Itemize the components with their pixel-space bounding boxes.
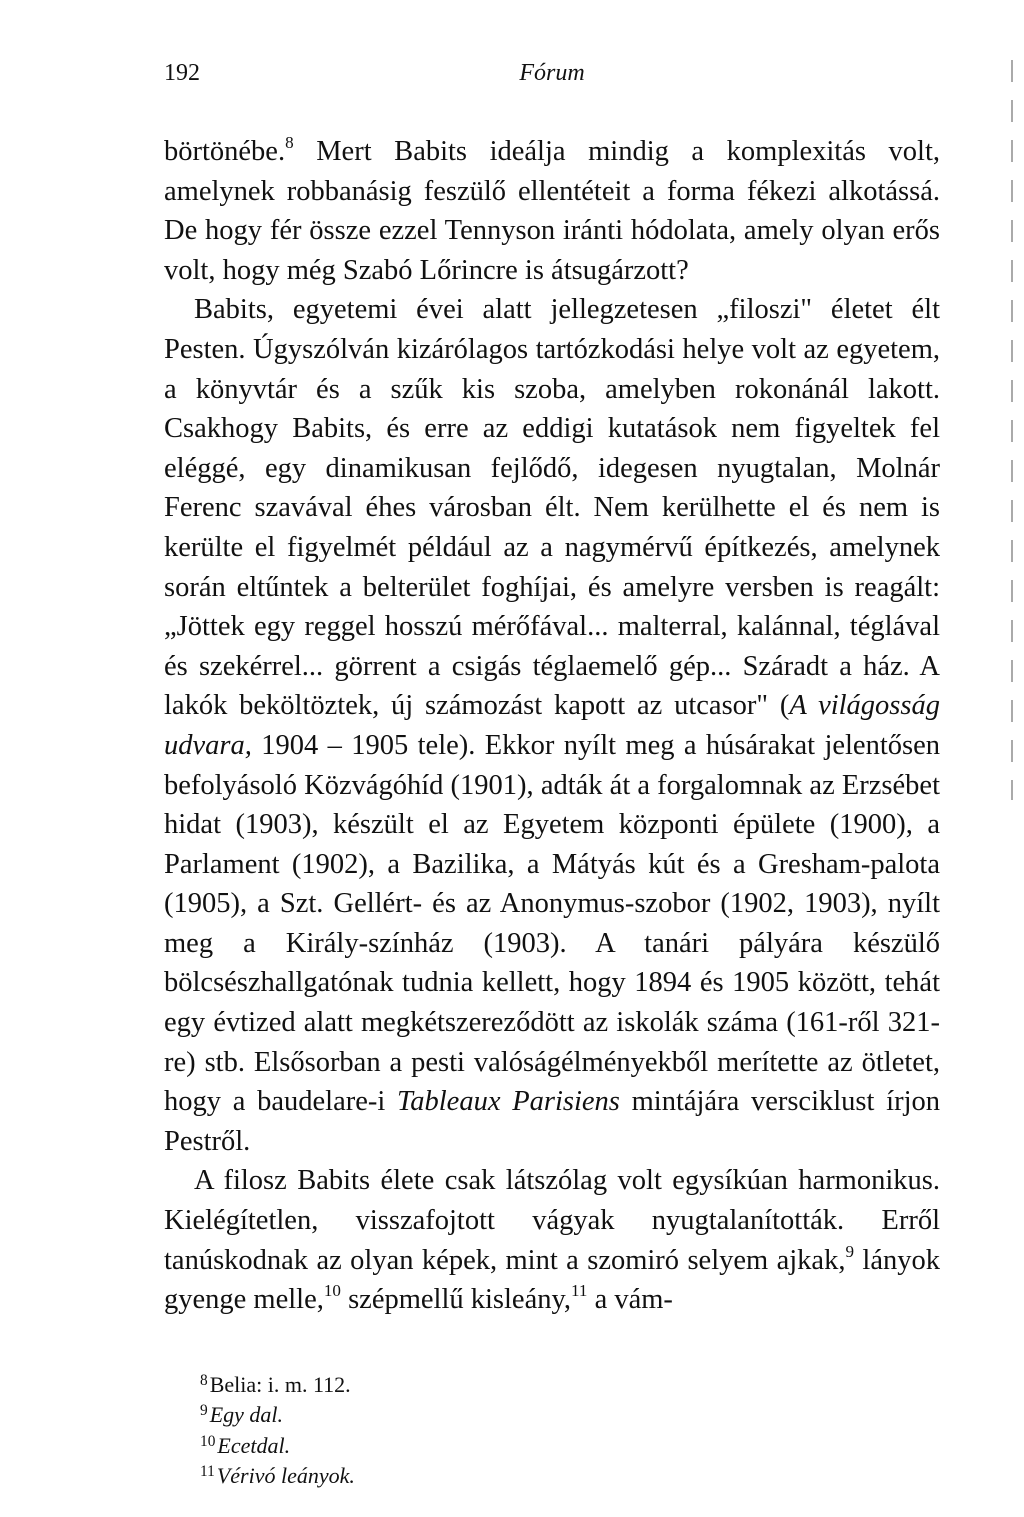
paragraph-1 — [164, 132, 940, 290]
paragraph-1-text-b: Mert Babits ideálja mindig a komplexitás volt, amelynek robbanásig feszülő ellentéteit a forma fékezi alkotássá. De hogy fér össze ezzel Tennyson iránti hódolata, amely olyan erős volt, hogy még Szabó Lőrincre is átsugárzott? — [164, 136, 940, 286]
paragraph-3-text-c: szépmellű kisleány, — [340, 1284, 571, 1316]
footnotes — [164, 1368, 940, 1490]
page-number: 192 — [164, 60, 200, 86]
paragraph-2-text-b: 1904 – 1905 tele). Ekkor nyílt meg a húsárakat jelentősen befolyásoló Közvágóhíd (1901), adták át a forgalomnak az Erzsébet hidat (1903), készült el az Egyetem központi épülete (1900), a Parlament (1902), a Bazilika, a Mátyás kút és a Gresham-palota (1905), a Szt. Gellért- és az Anonymus-szobor (1902, 1903), nyílt meg a Király-színház (1903). A tanári pályára készülő bölcsészhallgatónak tudnia kellett, hogy 1894 és 1905 között, tehát egy évtized alatt megkétszereződött az iskolák száma (161-ről 321-re) stb. Elsősorban a pesti valóságélményekből merítette az ötletet, hogy a baudelare-i — [164, 729, 940, 1118]
footnote-text: Belia: i. m. 112. — [209, 1371, 351, 1397]
work-title-tableaux-parisiens: Tableaux Parisiens — [397, 1086, 620, 1118]
paragraph-3-text-a: A filosz Babits élete csak látszólag volt egysíkúan harmonikus. Kielégítetlen, visszafojtott vágyak nyugtalanították. Erről tanúskodnak az olyan képek, mint a szomiró selyem ajkak, — [164, 1165, 940, 1276]
paragraph-3-text-d: a vám- — [587, 1284, 673, 1316]
footnote-8 — [200, 1368, 940, 1398]
paragraph-2-text-a: Babits, egyetemi évei alatt jellegzetesen „filoszi" életet élt Pesten. Úgyszólván kizárólagos tartózkodási helye volt az egyetem, a könyvtár és a szűk kis szoba, amelyben rokonánál lakott. Csakhogy Babits, és erre az eddigi kutatások nem figyeltek fel eléggé, egy dinamikusan fejlődő, idegesen nyugtalan, Molnár Ferenc szavával éhes városban élt. Nem kerülhette el és nem is kerülte el figyelmét például az a nagymérvű építkezés, amelynek során eltűntek a belterület foghíjai, és amelyre versben is reagált: „Jöttek egy reggel hosszú mérőfával... malterral, kalánnal, téglával és szekérrel... görrent a csigás téglaemelő gép... Száradt a ház. A lakók beköltöztek, új számozást kapott az utcasor" ( — [164, 294, 940, 722]
footnote-mark: 10 — [200, 1432, 216, 1450]
footnote-10 — [200, 1429, 940, 1459]
footnote-text: Vérivó leányok. — [216, 1463, 355, 1488]
paragraph-2 — [164, 290, 940, 1161]
footnote-mark: 8 — [200, 1371, 208, 1389]
footnote-ref-10: 10 — [323, 1281, 341, 1301]
footnote-text: Egy dal. — [209, 1402, 284, 1428]
running-head — [164, 60, 940, 94]
footnote-9 — [200, 1398, 940, 1428]
paragraph-1-text-a: börtönébe. — [164, 136, 286, 167]
footnote-ref-8: 8 — [285, 133, 294, 153]
scan-edge-marks — [1011, 60, 1013, 800]
journal-title: Fórum — [519, 60, 585, 86]
body-text — [164, 132, 940, 1320]
book-page — [164, 60, 940, 1490]
paragraph-3-text-b: lányok gyenge melle, — [164, 1244, 940, 1316]
paragraph-3 — [164, 1161, 940, 1319]
poem-title-a-vilagossag-udvara: A világosság udvara, — [164, 690, 940, 761]
footnote-text: Ecetdal. — [217, 1432, 291, 1458]
footnote-ref-9: 9 — [845, 1241, 854, 1261]
footnote-mark: 11 — [200, 1463, 215, 1481]
footnote-11 — [200, 1459, 940, 1489]
paragraph-2-text-c: mintájára versciklust írjon Pestről. — [164, 1086, 940, 1157]
footnote-mark: 9 — [200, 1402, 208, 1420]
footnote-ref-11: 11 — [571, 1281, 588, 1301]
